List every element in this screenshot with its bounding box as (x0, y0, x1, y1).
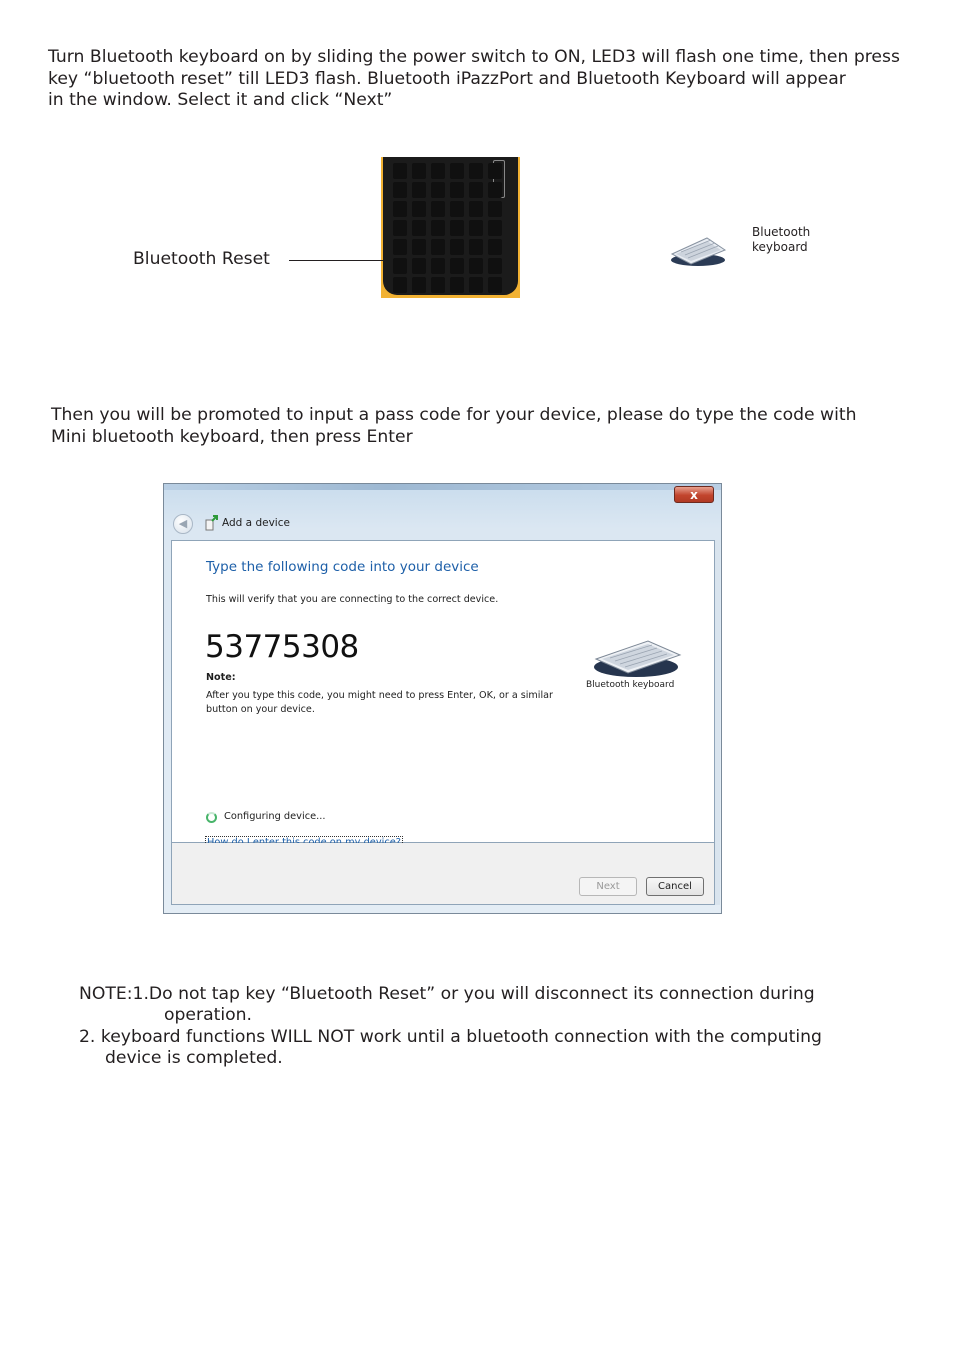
keyboard-key (469, 201, 483, 217)
back-arrow-icon[interactable]: ◀ (173, 514, 193, 534)
note-heading: Note: (206, 672, 236, 683)
add-device-dialog (163, 483, 722, 914)
keyboard-key (469, 258, 483, 274)
keyboard-key (393, 258, 407, 274)
intro-line: in the window. Select it and click “Next” (48, 90, 393, 110)
keyboard-key (450, 239, 464, 255)
passcode-line: Mini bluetooth keyboard, then press Enter (51, 426, 413, 447)
keyboard-key (412, 163, 426, 179)
keyboard-key (488, 182, 502, 198)
mini-keyboard-photo (381, 157, 520, 298)
dialog-content (171, 540, 715, 843)
keyboard-key (431, 220, 445, 236)
keyboard-key (488, 201, 502, 217)
window-edge (715, 540, 720, 905)
keyboard-key (412, 258, 426, 274)
keyboard-key (412, 201, 426, 217)
keyboard-key (450, 182, 464, 198)
intro-paragraph (48, 47, 900, 112)
passcode-paragraph (51, 405, 857, 448)
cancel-button[interactable]: Cancel (646, 877, 704, 896)
keyboard-key (450, 163, 464, 179)
keyboard-key (412, 220, 426, 236)
keyboard-key (393, 201, 407, 217)
keyboard-key (469, 239, 483, 255)
note-1-line-2: operation. (164, 1005, 252, 1025)
keyboard-key (488, 239, 502, 255)
keyboard-key (431, 239, 445, 255)
keyboard-icon (667, 230, 729, 268)
note-line: After you type this code, you might need to press Enter, OK, or a similar (206, 690, 553, 701)
keyboard-key (431, 201, 445, 217)
add-device-icon (204, 515, 218, 531)
keyboard-key (431, 163, 445, 179)
device-label-line: keyboard (752, 240, 808, 254)
keyboard-body (383, 157, 518, 295)
next-button[interactable]: Next (579, 877, 637, 896)
verify-text: This will verify that you are connecting to the correct device. (206, 594, 499, 605)
intro-line: Turn Bluetooth keyboard on by sliding the power switch to ON, LED3 will flash one time, then press (48, 47, 900, 67)
keyboard-key (488, 258, 502, 274)
keyboard-key (412, 182, 426, 198)
keyboard-key (469, 277, 483, 293)
keyboard-key (450, 277, 464, 293)
keyboard-key (431, 277, 445, 293)
pairing-code: 53775308 (205, 629, 359, 665)
dialog-heading: Type the following code into your device (206, 559, 479, 575)
keyboard-key (393, 277, 407, 293)
keyboard-key (393, 239, 407, 255)
keyboard-key (412, 239, 426, 255)
device-label (752, 225, 810, 255)
keyboard-key (450, 258, 464, 274)
intro-line: key “bluetooth reset” till LED3 flash. Bluetooth iPazzPort and Bluetooth Keyboard will appear (48, 68, 846, 89)
device-label-line: Bluetooth (752, 225, 811, 239)
keyboard-key (488, 220, 502, 236)
note-2-line-2: device is completed. (105, 1048, 283, 1068)
keyboard-key (393, 163, 407, 179)
keyboard-key (488, 277, 502, 293)
keyboard-key (450, 220, 464, 236)
keyboard-icon (592, 637, 684, 679)
note-2-line-1: 2. keyboard functions WILL NOT work until a bluetooth connection with the computing (79, 1027, 822, 1047)
note-1-line-1: NOTE:1.Do not tap key “Bluetooth Reset” or you will disconnect its connection during (79, 984, 815, 1004)
dialog-title: Add a device (222, 517, 290, 529)
keyboard-key (469, 220, 483, 236)
keyboard-key (431, 182, 445, 198)
close-button[interactable]: x (674, 486, 714, 503)
progress-spinner-icon (206, 812, 217, 823)
bluetooth-reset-label: Bluetooth Reset (133, 249, 270, 269)
keyboard-key (450, 201, 464, 217)
keyboard-key (431, 258, 445, 274)
keyboard-key (469, 182, 483, 198)
callout-leader-line (289, 260, 383, 261)
status-text: Configuring device... (224, 811, 326, 822)
keyboard-key (393, 220, 407, 236)
keyboard-key (412, 277, 426, 293)
keyboard-key (469, 163, 483, 179)
keyboard-key (488, 163, 502, 179)
note-text (206, 689, 553, 717)
window-titlebar (164, 484, 721, 490)
note-line: button on your device. (206, 704, 315, 715)
passcode-line: Then you will be promoted to input a pass code for your device, please do type the code with (51, 405, 857, 425)
keyboard-key (393, 182, 407, 198)
device-label: Bluetooth keyboard (586, 680, 675, 690)
